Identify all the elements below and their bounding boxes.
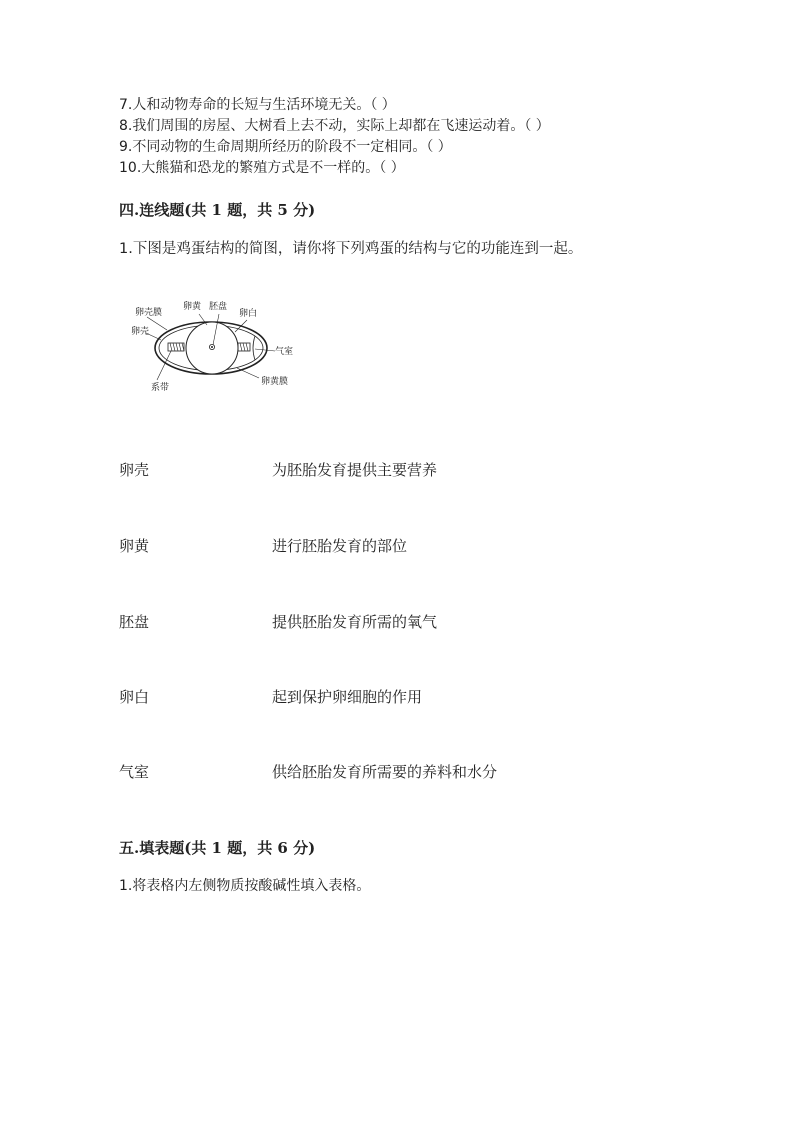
section-5-heading: 五.填表题(共 1 题，共 6 分) xyxy=(119,839,316,857)
structure-item[interactable]: 气室 xyxy=(119,763,150,781)
section-4-question: 1.下图是鸡蛋结构的简图，请你将下列鸡蛋的结构与它的功能连到一起。 xyxy=(119,241,583,257)
structure-item[interactable]: 胚盘 xyxy=(119,613,150,631)
structure-item[interactable]: 卵白 xyxy=(119,688,150,706)
label-yolk: 卵黄 xyxy=(183,302,202,312)
section-5-question: 1.将表格内左侧物质按酸碱性填入表格。 xyxy=(119,878,371,894)
judgement-item-9: 9.不同动物的生命周期所经历的阶段不一定相同。（ ） xyxy=(119,139,452,155)
judgement-item-7: 7.人和动物寿命的长短与生活环境无关。（ ） xyxy=(119,97,396,113)
function-item[interactable]: 提供胚胎发育所需的氧气 xyxy=(272,613,438,631)
chalaza-right-hatch xyxy=(240,343,248,351)
judgement-item-8: 8.我们周围的房屋、大树看上去不动，实际上却都在飞速运动着。（ ） xyxy=(119,118,550,134)
structure-item[interactable]: 卵黄 xyxy=(119,537,150,555)
label-shell: 卵壳 xyxy=(131,327,150,337)
egg-structure-diagram xyxy=(127,296,307,396)
label-germinal-disc: 胚盘 xyxy=(209,302,228,312)
label-shell-membrane: 卵壳膜 xyxy=(135,308,163,318)
label-chalaza: 系带 xyxy=(151,383,170,393)
function-item[interactable]: 进行胚胎发育的部位 xyxy=(272,537,408,555)
chalaza-left-hatch xyxy=(170,343,184,351)
judgement-item-10: 10.大熊猫和恐龙的繁殖方式是不一样的。（ ） xyxy=(119,160,405,176)
structure-item[interactable]: 卵壳 xyxy=(119,461,150,479)
label-air-cell: 气室 xyxy=(275,347,294,357)
air-cell-outline xyxy=(253,336,255,360)
label-albumen: 卵白 xyxy=(239,309,258,319)
function-item[interactable]: 供给胚胎发育所需要的养料和水分 xyxy=(272,763,498,781)
label-yolk-membrane: 卵黄膜 xyxy=(261,377,289,387)
function-item[interactable]: 为胚胎发育提供主要营养 xyxy=(272,461,438,479)
function-item[interactable]: 起到保护卵细胞的作用 xyxy=(272,688,423,706)
section-4-heading: 四.连线题(共 1 题，共 5 分) xyxy=(119,201,316,219)
